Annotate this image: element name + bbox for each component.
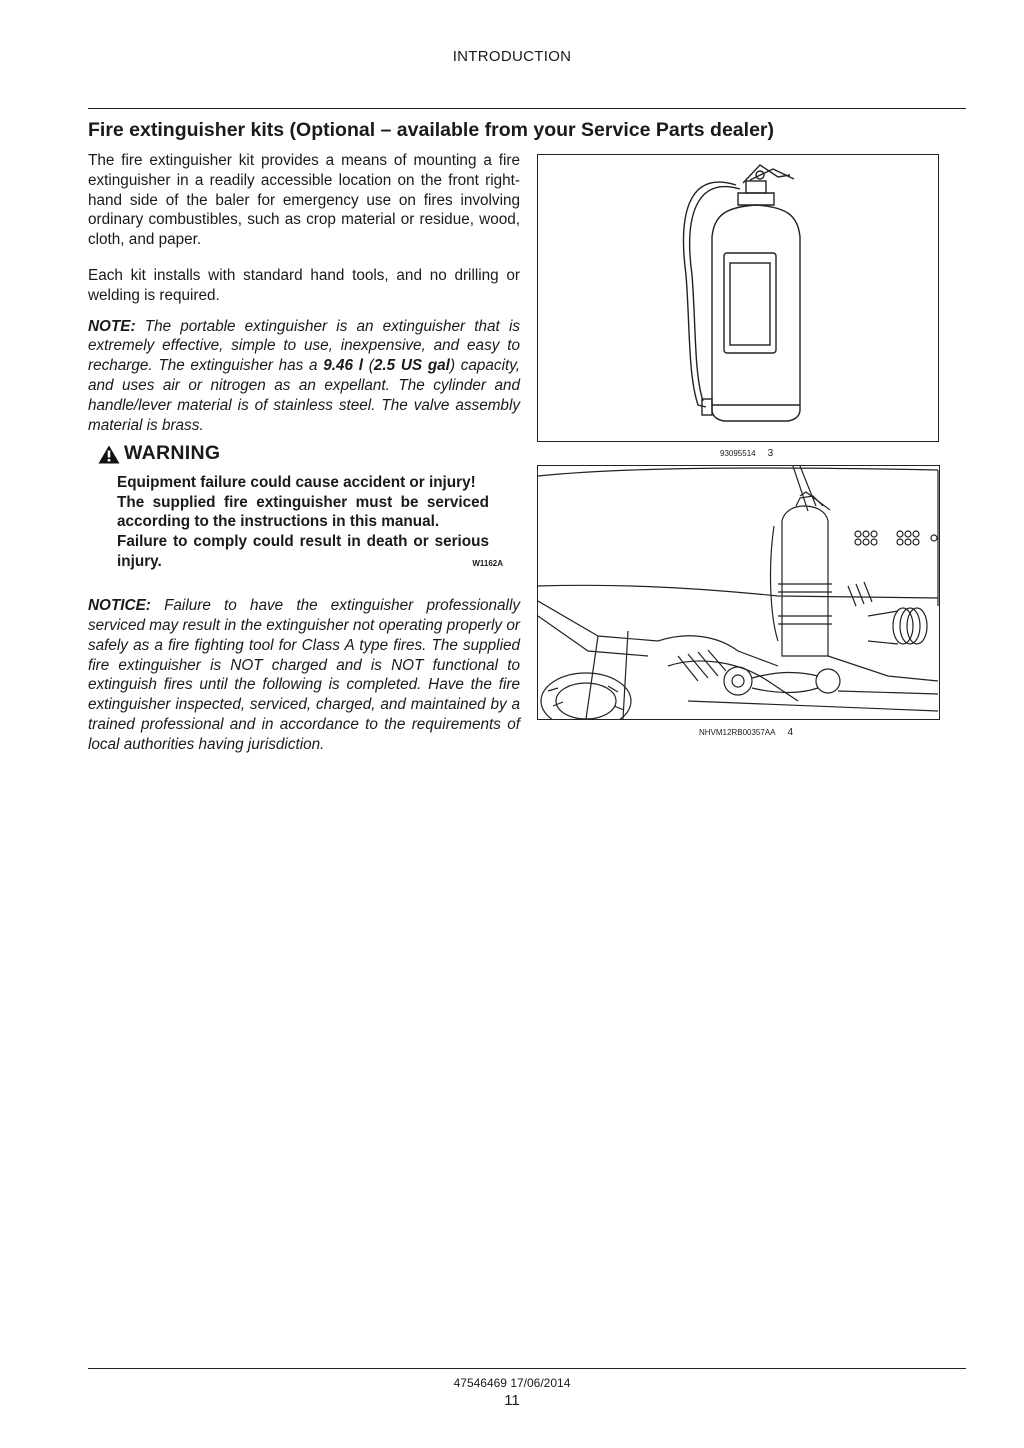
page-number: 11	[504, 1392, 520, 1409]
notice-text: Failure to have the extinguisher professionally serviced may result in the extinguisher not operating properly or safely as a fire fighting tool for Class A type fires. The supplied fire extinguisher is NOT charged and is NOT functional to extinguish fires until the following is completed. Have the fire extinguisher inspected, serviced, charged, and maintained by a trained professional and in accordance to the requirements of local authorities having jurisdiction.	[88, 597, 520, 753]
note-capacity-gal: 2.5 US gal	[373, 357, 450, 375]
notice-label: NOTICE:	[88, 597, 151, 615]
warning-code: W1162A	[472, 559, 503, 569]
note-label: NOTE:	[88, 317, 136, 335]
note-text-b: (	[363, 357, 374, 375]
page-header: INTRODUCTION	[452, 48, 572, 65]
figure-4-number: 4	[787, 727, 794, 738]
warning-heading	[98, 444, 520, 464]
notice-paragraph	[88, 596, 520, 754]
warning-label: WARNING	[124, 442, 221, 465]
figure-3-caption	[720, 448, 773, 459]
text-column	[88, 151, 520, 755]
warning-triangle-icon	[98, 445, 120, 464]
warning-line-3: Failure to comply could result in death or serious injury.	[117, 532, 489, 570]
warning-text	[117, 473, 489, 571]
note-text-c: ) capacity, and uses air or nitrogen as an expellant. The cylinder and handle/lever material is of stainless steel. The valve assembly material is brass.	[88, 357, 520, 434]
figure-3-number: 3	[767, 448, 774, 459]
footer-rule	[88, 1368, 966, 1369]
header-rule	[88, 108, 966, 109]
warning-block	[88, 444, 520, 571]
note-paragraph	[88, 317, 520, 436]
figure-4-caption	[699, 727, 793, 738]
figure-3-code: 93095514	[720, 449, 756, 458]
warning-line-2: The supplied fire extinguisher must be serviced according to the instructions in this manual.	[117, 493, 489, 531]
note-capacity-l: 9.46 l	[323, 357, 364, 375]
note-text-a: The portable extinguisher is an extinguisher that is extremely effective, simple to use, inexpensive, and easy to recharge. The extinguisher has a	[88, 317, 520, 375]
install-paragraph: Each kit installs with standard hand tools, and no drilling or welding is required.	[88, 266, 520, 304]
intro-paragraph: The fire extinguisher kit provides a means of mounting a fire extinguisher in a readily accessible location on the front right-hand side of the baler for emergency use on fires involving ordinary combustibles, such as crop material or residue, wood, cloth, and paper.	[88, 152, 520, 249]
figure-4-code: NHVM12RB00357AA	[699, 728, 776, 737]
footer-doc-ref: 47546469 17/06/2014	[453, 1376, 571, 1390]
baler-mount-illustration	[538, 466, 939, 719]
extinguisher-illustration	[538, 155, 938, 441]
figure-baler-mount	[537, 465, 940, 720]
section-title: Fire extinguisher kits (Optional – available from your Service Parts dealer)	[88, 119, 774, 141]
warning-line-1: Equipment failure could cause accident or injury!	[117, 474, 476, 492]
figure-extinguisher	[537, 154, 939, 442]
